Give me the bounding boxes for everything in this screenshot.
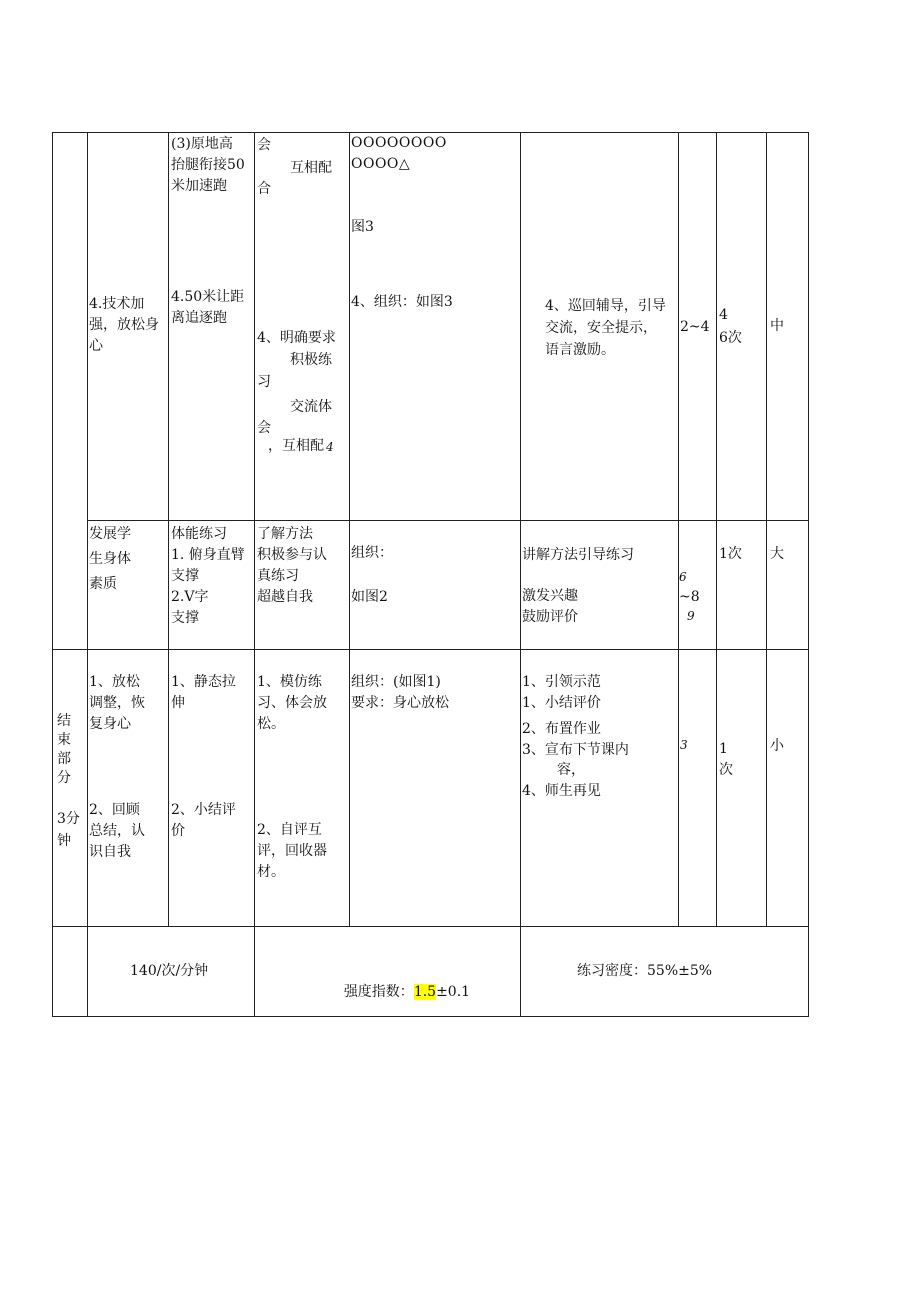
intensity-level: 中 <box>770 318 784 334</box>
time-minutes: 3 <box>680 738 688 752</box>
time-minutes: 2~4 <box>680 319 710 335</box>
time-minutes: 9 <box>687 609 695 623</box>
teacher-step: 1、小结评价 <box>522 695 601 711</box>
intensity-level: 大 <box>770 546 784 562</box>
summary-density: 练习密度：55%±5% <box>577 963 713 979</box>
intensity-level: 小 <box>770 738 784 754</box>
repetitions: 1次 <box>719 546 742 562</box>
teacher-step: 容， <box>557 762 585 778</box>
student-activity-line: 积极练 <box>290 352 332 368</box>
col-divider-7 <box>716 132 717 927</box>
organization-label: 组织： <box>351 545 393 561</box>
student-activity-line: ，互相配 <box>268 438 324 454</box>
section-ending-label: 结 束 部 分 <box>57 713 71 786</box>
content-chase-run: 4.50米让距 离追逐跑 <box>171 289 245 326</box>
time-minutes: ~8 <box>679 589 700 605</box>
summary-heart-rate: 140/次/分钟 <box>130 963 209 979</box>
teacher-guidance-line: 交流，安全提示， <box>545 320 657 336</box>
col-divider-3 <box>254 132 255 1017</box>
organization-figure: 如图2 <box>351 589 388 605</box>
summary-intensity-tolerance: ±0.1 <box>436 984 471 1000</box>
student-activity-line: 会 <box>257 420 271 436</box>
repetitions: 次 <box>719 762 733 778</box>
teacher-guidance-line: 语言激励。 <box>545 342 615 358</box>
teacher-guidance-fitness: 激发兴趣 鼓励评价 <box>522 588 578 625</box>
col-divider-1 <box>87 132 88 1017</box>
col-divider-6 <box>678 132 679 927</box>
goal-fitness: 发展学 生身体 素质 <box>89 526 131 592</box>
goal-technique: 4.技术加 强，放松身 心 <box>89 296 159 354</box>
table-left-border <box>52 132 53 1017</box>
table-right-border <box>808 132 809 1017</box>
formation-diagram: OOOOOOOO OOOO△ <box>351 135 447 172</box>
col-divider-4 <box>349 132 350 927</box>
teacher-step: 4、师生再见 <box>522 783 601 799</box>
student-activity-line: 4、明确要求 <box>257 330 336 346</box>
repetitions: 4 <box>719 307 728 323</box>
row-divider-3 <box>52 926 809 927</box>
student-activity-line: 会 <box>257 137 271 153</box>
content-high-knee: (3)原地高 抬腿衔接50 米加速跑 <box>171 136 245 194</box>
col-divider-2 <box>168 132 169 927</box>
teacher-step: 3、宣布下节课内 <box>522 742 629 758</box>
student-activity-fitness: 了解方法 积极参与认 真练习 超越自我 <box>257 526 327 605</box>
summary-intensity-highlight: 1.5 <box>413 984 437 1000</box>
student-activity-line: 习 <box>257 374 271 390</box>
teacher-guidance-fitness: 讲解方法引导练习 <box>522 547 634 563</box>
repetitions: 1 <box>719 741 728 757</box>
figure-label: 图3 <box>351 219 374 235</box>
summary-intensity-label: 强度指数： <box>343 984 414 1000</box>
student-activity-review: 2、自评互 评，回收器 材。 <box>257 822 327 880</box>
organization-note: 4、组织：如图3 <box>351 294 453 310</box>
repetitions: 6次 <box>719 330 742 346</box>
teacher-step: 2、布置作业 <box>522 721 601 737</box>
organization-ending: 组织：(如图1) 要求：身心放松 <box>351 674 449 711</box>
row-divider-2 <box>52 649 809 650</box>
goal-relax: 1、放松 调整，恢 复身心 <box>89 674 145 732</box>
teacher-step: 1、引领示范 <box>522 674 601 690</box>
summary-intensity <box>326 961 470 1024</box>
content-stretch: 1、静态拉 伸 <box>171 674 236 711</box>
student-activity-line: 交流体 <box>290 399 332 415</box>
goal-review: 2、回顾 总结，认 识自我 <box>89 802 145 860</box>
row-divider-1 <box>87 520 809 521</box>
teacher-guidance-line: 4、巡回辅导，引导 <box>545 298 666 314</box>
section-ending-duration: 3分 钟 <box>57 811 80 849</box>
time-minutes: 6 <box>679 570 687 584</box>
col-divider-8 <box>766 132 767 927</box>
student-activity-mark: 4 <box>326 440 334 454</box>
col-divider-5 <box>520 132 521 1017</box>
content-fitness-drills: 体能练习 1. 俯身直臂 支撑 2.V字 支撑 <box>171 526 245 626</box>
student-activity-line: 合 <box>257 181 271 197</box>
student-activity-relax: 1、模仿练 习、体会放 松。 <box>257 674 327 732</box>
student-activity-line: 互相配 <box>290 160 332 176</box>
content-summary: 2、小结评 价 <box>171 802 236 839</box>
